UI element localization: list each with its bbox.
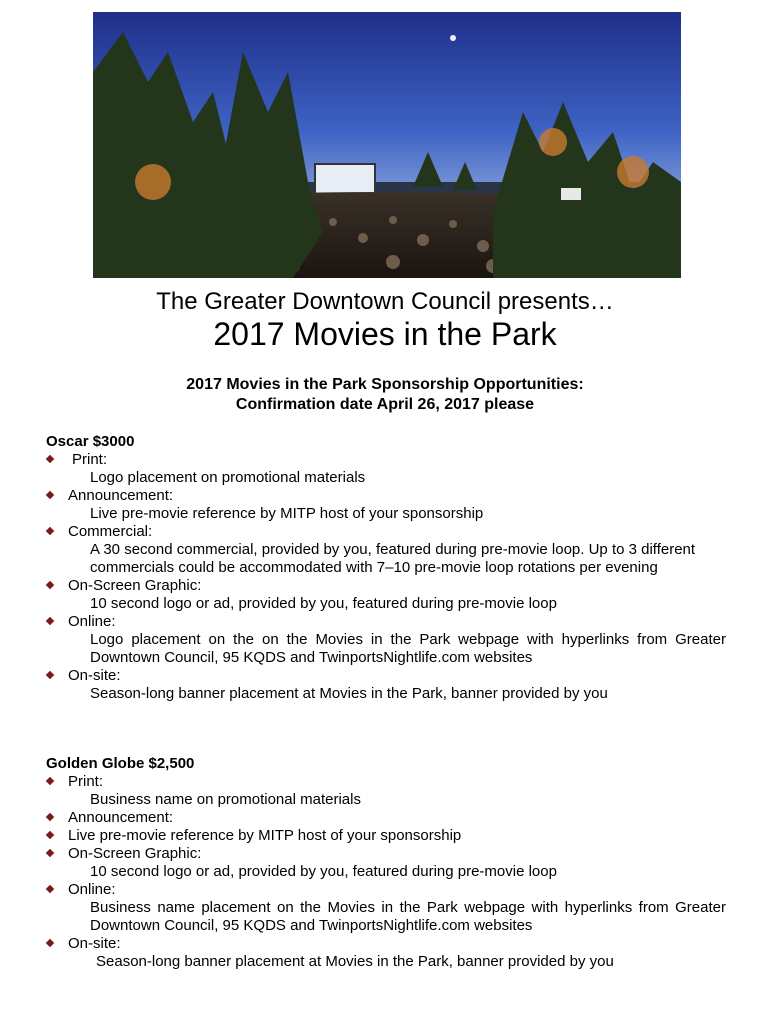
golden-globe-item-online xyxy=(46,881,736,935)
item-label: On-Screen Graphic: xyxy=(68,577,202,594)
item-label: On-Screen Graphic: xyxy=(68,845,202,862)
diamond-bullet-icon xyxy=(46,885,54,893)
diamond-bullet-icon xyxy=(46,617,54,625)
oscar-item-onscreen xyxy=(46,577,736,613)
item-label: Commercial: xyxy=(68,523,153,540)
diamond-bullet-icon xyxy=(46,813,54,821)
item-detail: 10 second logo or ad, provided by you, featured during pre-movie loop xyxy=(90,863,557,880)
diamond-bullet-icon xyxy=(46,777,54,785)
item-detail: Logo placement on the on the Movies in the Park webpage with hyperlinks from Greater Downtown Council, 95 KQDS and TwinportsNightlife.com websites xyxy=(90,631,726,666)
item-label: Live pre-movie reference by MITP host of your sponsorship xyxy=(68,827,462,844)
golden-globe-item-live-reference xyxy=(46,827,736,845)
diamond-bullet-icon xyxy=(46,671,54,679)
golden-globe-item-onsite xyxy=(46,935,736,971)
item-label: Online: xyxy=(68,613,116,630)
diamond-bullet-icon xyxy=(46,581,54,589)
item-detail: Logo placement on promotional materials xyxy=(90,469,366,486)
oscar-item-onsite xyxy=(46,667,736,703)
diamond-bullet-icon xyxy=(46,455,54,463)
subheading xyxy=(0,375,770,415)
item-label: Print: xyxy=(68,773,104,790)
oscar-item-commercial xyxy=(46,523,736,577)
oscar-item-online xyxy=(46,613,736,667)
item-label: Announcement: xyxy=(68,487,174,504)
item-detail: Business name placement on the Movies in the Park webpage with hyperlinks from Greater Downtown Council, 95 KQDS and TwinportsNightlife.com websites xyxy=(90,899,726,934)
oscar-heading: Oscar $3000 xyxy=(46,433,135,450)
oscar-item-announcement xyxy=(46,487,736,523)
golden-globe-section xyxy=(46,755,736,971)
presents-line: The Greater Downtown Council presents… xyxy=(156,288,614,315)
item-detail: Business name on promotional materials xyxy=(90,791,361,808)
oscar-section xyxy=(46,433,736,703)
subheading-line-2: Confirmation date April 26, 2017 please xyxy=(235,396,535,413)
item-label: Online: xyxy=(68,881,116,898)
golden-globe-item-print xyxy=(46,773,736,809)
item-detail: Season-long banner placement at Movies in the Park, banner provided by you xyxy=(96,953,614,970)
item-detail: Season-long banner placement at Movies in the Park, banner provided by you xyxy=(90,685,608,702)
park-crowd-photo xyxy=(93,12,681,278)
golden-globe-item-onscreen xyxy=(46,845,736,881)
oscar-item-print xyxy=(46,451,736,487)
item-detail: A 30 second commercial, provided by you, featured during pre-movie loop. Up to 3 different commercials could be accommodated with 7–10 pre-movie loop rotations per evening xyxy=(90,541,696,576)
item-label: Announcement: xyxy=(68,809,174,826)
page-title: 2017 Movies in the Park xyxy=(213,316,557,352)
diamond-bullet-icon xyxy=(46,939,54,947)
subheading-line-1: 2017 Movies in the Park Sponsorship Opportunities: xyxy=(186,376,584,393)
golden-globe-item-announcement xyxy=(46,809,736,827)
item-label: On-site: xyxy=(68,667,121,684)
item-label: On-site: xyxy=(68,935,121,952)
item-detail: 10 second logo or ad, provided by you, featured during pre-movie loop xyxy=(90,595,557,612)
diamond-bullet-icon xyxy=(46,527,54,535)
golden-globe-heading: Golden Globe $2,500 xyxy=(46,755,195,772)
diamond-bullet-icon xyxy=(46,491,54,499)
item-detail: Live pre-movie reference by MITP host of your sponsorship xyxy=(90,505,484,522)
diamond-bullet-icon xyxy=(46,849,54,857)
item-label: Print: xyxy=(72,451,108,468)
diamond-bullet-icon xyxy=(46,831,54,839)
